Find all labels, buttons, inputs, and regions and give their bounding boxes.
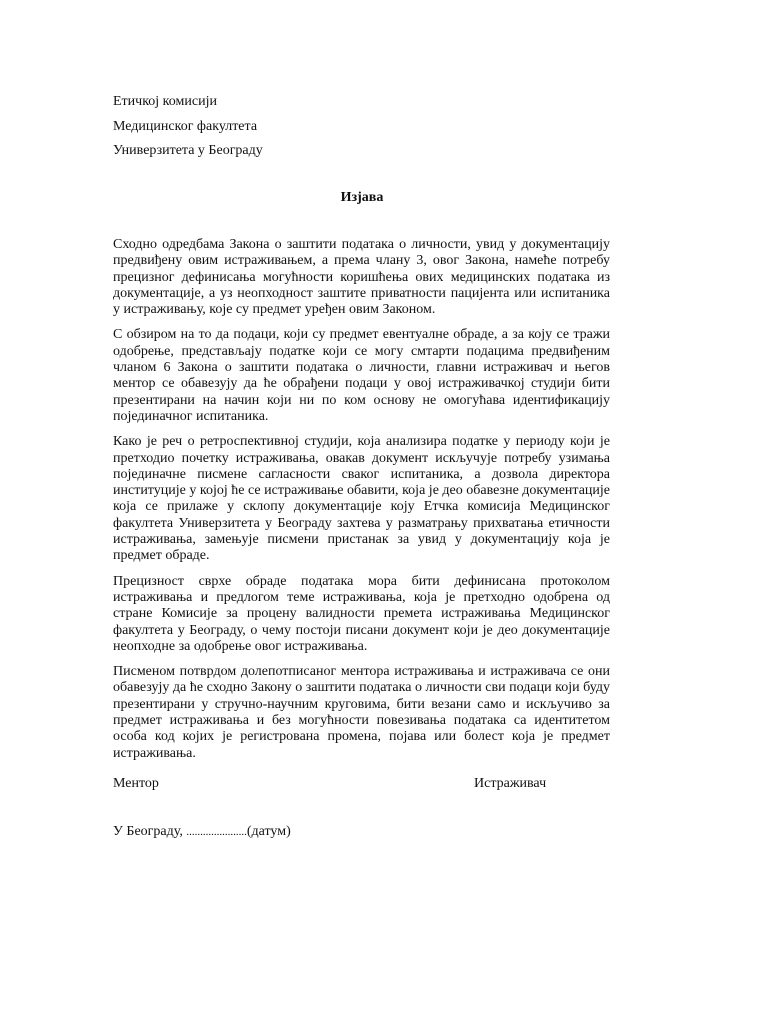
date-placeholder-dots: ...................... [186, 826, 247, 838]
document-title: Изјава [340, 190, 384, 205]
place-text: У Београду, [113, 824, 187, 839]
place-date-line [113, 823, 291, 841]
date-label: (датум) [246, 824, 291, 839]
paragraph-2: С обзиром на то да подаци, који су предмет евентуалне обраде, а за коју се тражи одобрење, представљају податке који се могу смтарти подацима предвиђеним чланом 6 Закона о заштити података о личности, главни истраживач и његов ментор се обавезују да ће обрађени подаци у овој истраживачкој студији бити презентирани на начин који ни по ком основу не омогућава идентификацију појединачног испитаника. [113, 327, 610, 424]
paragraph-5: Писменом потврдом долепотписаног ментора истраживања и истраживача се они обавезују да ће сходно Закону о заштити података о личности сви подаци који буду презентирани у стручно-научним круговима, бити везани само и искључиво за предмет истраживања и без могућности повезивања података са идентитетом особа код којих је регистрована промена, појава или болест која је предмет истраживања. [113, 664, 610, 761]
paragraph-4: Прецизност сврхе обраде података мора бити дефинисана протоколом истраживања и предлогом теме истраживања, која је претходно одобрена од стране Комисије за процену валидности премета истраживања Медицинског факултета у Београду, о чему постоји писани документ који је део документације неопходне за одобрење овог истраживања. [113, 573, 610, 654]
researcher-signature-label: Истраживач [474, 776, 547, 791]
addressee-line-2: Медицинског факултета [113, 119, 258, 134]
mentor-signature-label: Ментор [113, 776, 159, 791]
addressee-line-3: Универзитета у Београду [113, 143, 263, 158]
paragraph-3: Како је реч о ретроспективној студији, која анализира податке у периоду који је претходио почетку истраживања, овакав документ искључује потребу узимања појединачне писмене сагласности сваког испитаника, а дозвола директора институције у којој ће се истраживање обавити, која је део обавезне документације која се прилаже у склопу документације коју Етчка комисија Медицинског факултета Универзитета у Београду захтева у разматрању прихватања етичности истраживања, замењује писмени пристанак за увид у документацију која је предмет обраде. [113, 434, 610, 564]
document-body [113, 237, 610, 771]
paragraph-1: Сходно одредбама Закона о заштити података о личности, увид у документацију предвиђену овим истраживањем, а према члану 3, овог Закона, намеће потребу прецизног дефинисања могућности коришћења ових медицинских података из документације, а уз неопходност заштите приватности пацијента или испитаника у истраживању, које су предмет уређен овим Законом. [113, 237, 610, 318]
addressee-line-1: Етичкој комисији [113, 94, 217, 109]
